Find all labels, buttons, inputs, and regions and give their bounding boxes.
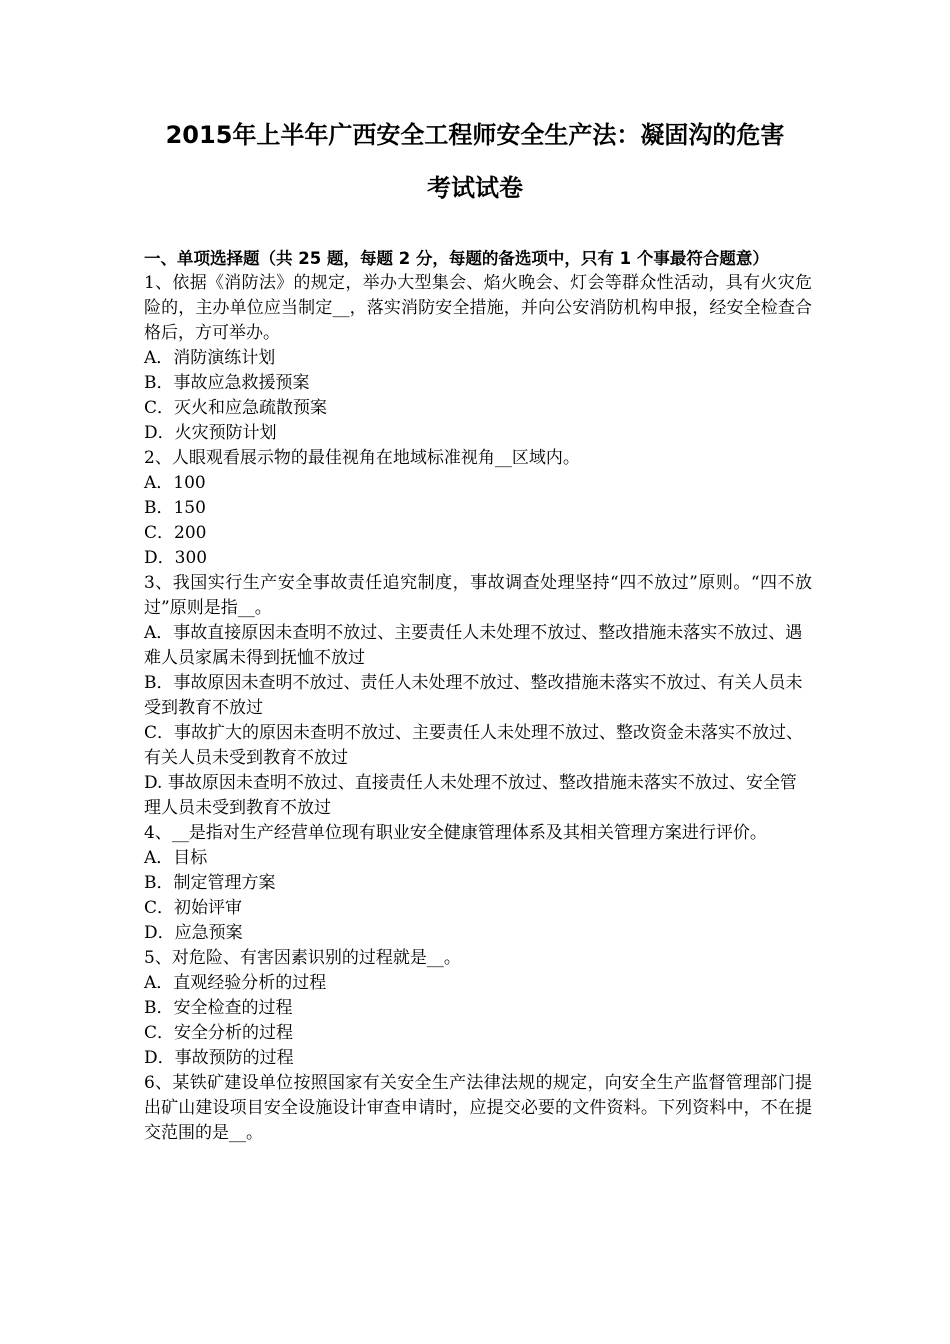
question-4 [144,821,812,946]
option-a: A．目标 [144,848,208,868]
question-stem: 6、某铁矿建设单位按照国家有关安全生产法律法规的规定，向安全生产监督管理部门提出矿山建设项目安全设施设计审查申请时，应提交必要的文件资料。下列资料中，不在提交范围的是__。 [144,1073,812,1143]
section-heading: 一、单项选择题（共 25 题，每题 2 分，每题的备选项中，只有 1 个事最符合题意） [144,249,769,268]
option-a: A．消防演练计划 [144,348,276,368]
option-a: A．事故直接原因未查明不放过、主要责任人未处理不放过、整改措施未落实不放过、遇难人员家属未得到抚恤不放过 [144,623,803,668]
question-6 [144,1071,812,1146]
option-d: D．应急预案 [144,923,243,943]
document-title-line-2: 考试试卷 [427,174,523,202]
option-b: B．150 [144,498,206,518]
option-d: D．300 [144,548,208,568]
option-b: B．安全检查的过程 [144,998,293,1018]
option-a: A．100 [144,473,206,493]
option-a: A．直观经验分析的过程 [144,973,327,993]
question-2 [144,446,812,571]
question-stem: 4、__是指对生产经营单位现有职业安全健康管理体系及其相关管理方案进行评价。 [144,823,767,843]
option-d: D．火灾预防计划 [144,423,277,443]
option-b: B．事故原因未查明不放过、责任人未处理不放过、整改措施未落实不放过、有关人员未受到教育不放过 [144,673,803,718]
document-title-line-1: 2015年上半年广西安全工程师安全生产法：凝固沟的危害 [165,121,785,149]
document-body [144,246,812,1146]
question-5 [144,946,812,1071]
option-b: B．事故应急救援预案 [144,373,310,393]
option-c: C．安全分析的过程 [144,1023,294,1043]
question-stem: 1、依据《消防法》的规定，举办大型集会、焰火晚会、灯会等群众性活动，具有火灾危险的，主办单位应当制定__，落实消防安全措施，并向公安消防机构申报，经安全检查合格后，方可举办。 [144,273,812,343]
question-1 [144,271,812,446]
option-c: C．灭火和应急疏散预案 [144,398,328,418]
question-stem: 3、我国实行生产安全事故责任追究制度，事故调查处理坚持“四不放过”原则。“四不放过”原则是指__。 [144,573,812,618]
option-b: B．制定管理方案 [144,873,276,893]
question-stem: 5、对危险、有害因素识别的过程就是__。 [144,948,461,968]
option-c: C．200 [144,523,207,543]
option-c: C．事故扩大的原因未查明不放过、主要责任人未处理不放过、整改资金未落实不放过、有关人员未受到教育不放过 [144,723,804,768]
question-stem: 2、人眼观看展示物的最佳视角在地域标准视角__区域内。 [144,448,580,468]
option-d: D．事故预防的过程 [144,1048,294,1068]
option-d: D. 事故原因未查明不放过、直接责任人未处理不放过、整改措施未落实不放过、安全管理人员未受到教育不放过 [144,773,797,818]
question-3 [144,571,812,821]
option-c: C．初始评审 [144,898,243,918]
